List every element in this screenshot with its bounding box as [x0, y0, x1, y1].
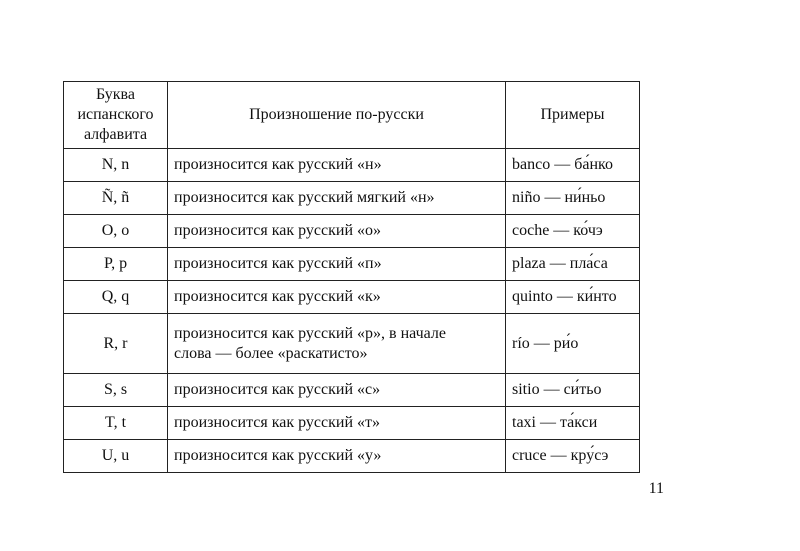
header-letter-line: алфавита — [83, 126, 148, 143]
pronunciation-line: произносится как русский «р», в начале — [174, 324, 446, 342]
alphabet-table — [63, 81, 640, 473]
header-letter — [64, 82, 168, 149]
letter-cell: T, t — [64, 407, 168, 440]
pronunciation-cell: произносится как русский «к» — [168, 281, 506, 314]
example-cell: cruce — кру́сэ — [506, 440, 640, 473]
table-row — [64, 215, 640, 248]
example-cell: niño — ни́ньо — [506, 182, 640, 215]
pronunciation-cell: произносится как русский «с» — [168, 374, 506, 407]
table-header-row — [64, 82, 640, 149]
header-pronunciation: Произношение по-русски — [168, 82, 506, 149]
letter-cell: O, o — [64, 215, 168, 248]
pronunciation-cell: произносится как русский «н» — [168, 149, 506, 182]
example-cell: taxi — та́кси — [506, 407, 640, 440]
letter-cell: Q, q — [64, 281, 168, 314]
pronunciation-cell: произносится как русский «у» — [168, 440, 506, 473]
header-examples: Примеры — [506, 82, 640, 149]
table-row — [64, 407, 640, 440]
pronunciation-cell: произносится как русский «т» — [168, 407, 506, 440]
letter-cell: N, n — [64, 149, 168, 182]
header-letter-line: Буква — [95, 86, 135, 103]
example-cell: quinto — ки́нто — [506, 281, 640, 314]
example-cell: sitio — си́тьо — [506, 374, 640, 407]
example-cell: plaza — пла́са — [506, 248, 640, 281]
letter-cell: Ñ, ñ — [64, 182, 168, 215]
header-letter-line: испанского — [77, 106, 154, 123]
table-row — [64, 374, 640, 407]
pronunciation-cell — [168, 314, 506, 374]
example-cell: coche — ко́чэ — [506, 215, 640, 248]
letter-cell: S, s — [64, 374, 168, 407]
pronunciation-cell: произносится как русский мягкий «н» — [168, 182, 506, 215]
pronunciation-line: слова — более «раскатисто» — [174, 344, 368, 362]
letter-cell: P, p — [64, 248, 168, 281]
page-number: 11 — [648, 480, 664, 497]
example-cell: banco — ба́нко — [506, 149, 640, 182]
table-row — [64, 314, 640, 374]
letter-cell: R, r — [64, 314, 168, 374]
table-row — [64, 182, 640, 215]
table-row — [64, 281, 640, 314]
pronunciation-cell: произносится как русский «о» — [168, 215, 506, 248]
table-row — [64, 248, 640, 281]
pronunciation-cell: произносится как русский «п» — [168, 248, 506, 281]
table-row — [64, 440, 640, 473]
example-cell: río — ри́о — [506, 314, 640, 374]
table-row — [64, 149, 640, 182]
letter-cell: U, u — [64, 440, 168, 473]
